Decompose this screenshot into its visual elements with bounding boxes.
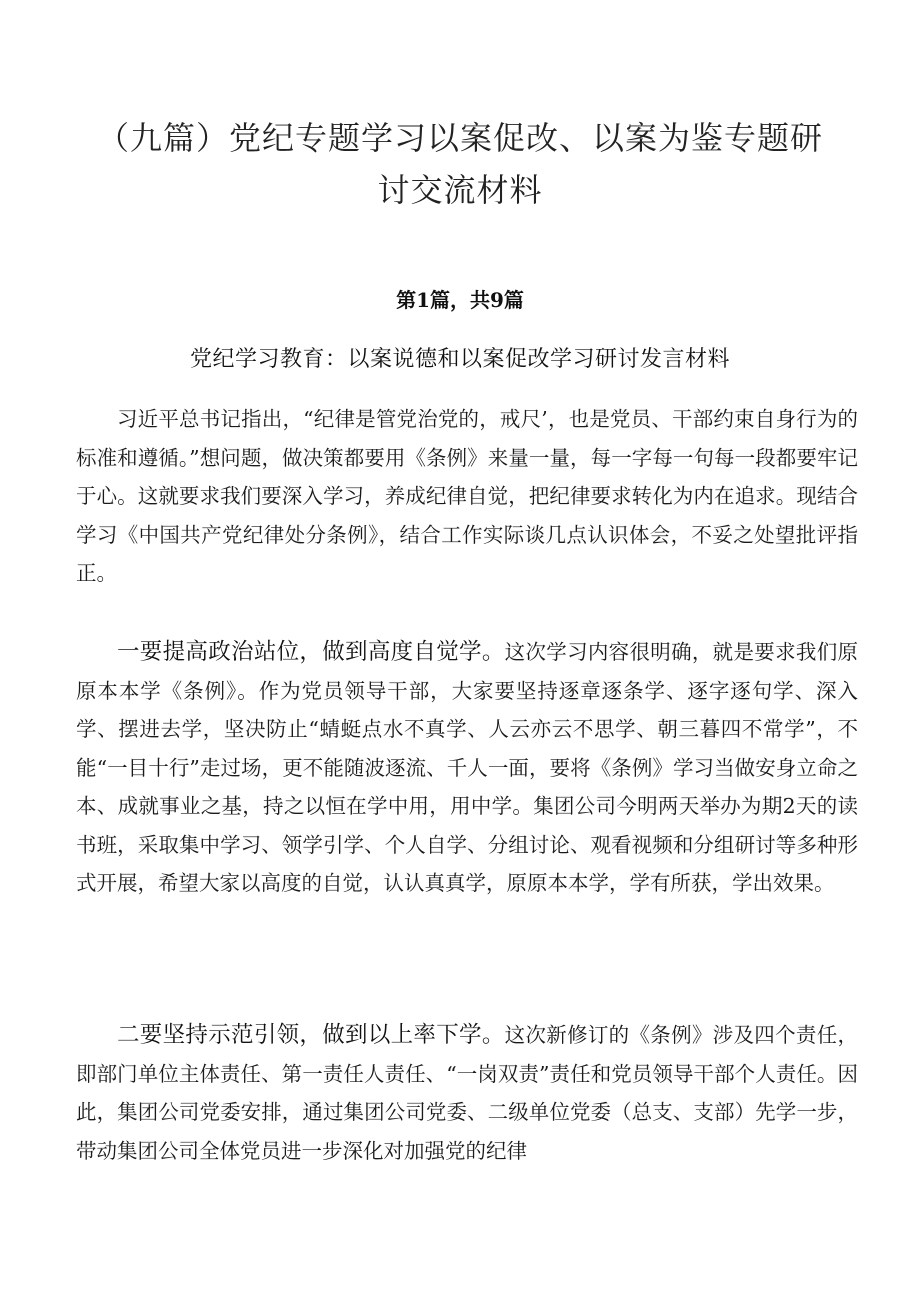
document-title — [60, 112, 860, 216]
part-label: 第1篇，共9篇 — [396, 288, 524, 312]
paragraph-body: 这次新修订的《条例》涉及四个责任，即部门单位主体责任、第一责任人责任、“一岗双责”责任和党员领导干部个人责任。因此，集团公司党委安排，通过集团公司党委、二级单位党委（总支、支部）先学一步，带动集团公司全体党员进一步深化对加强党的纪律 — [76, 1023, 858, 1163]
paragraph-intro — [76, 400, 858, 593]
section-title: 党纪学习教育：以案说德和以案促改学习研讨发言材料 — [189, 347, 730, 372]
paragraph-body: 习近平总书记指出，“纪律是管党治党的，戒尺’，也是党员、干部约束自身行为的标准和遵循。”想问题，做决策都要用《条例》来量一量，每一字每一句每一段都要牢记于心。这就要求我们要深入学习，养成纪律自觉，把纪律要求转化为内在追求。现结合学习《中国共产党纪律处分条例》，结合工作实际谈几点认识体会，不妥之处望批评指正。 — [76, 407, 858, 585]
document-title-line-2: 讨交流材料 — [377, 171, 543, 209]
document-title-line-1: （九篇）党纪专题学习以案促改、以案为鉴专题研 — [96, 119, 823, 157]
paragraph-lead: 二要坚持示范引领，做到以上率下学。 — [117, 1022, 505, 1048]
paragraph-lead: 一要提高政治站位，做到高度自觉学。 — [117, 639, 505, 665]
paragraph-body: 这次学习内容很明确，就是要求我们原原本本学《条例》。作为党员领导干部，大家要坚持逐章逐条学、逐字逐句学、深入学、摆进去学，坚决防止“蜻蜓点水不真学、人云亦云不思学、朝三暮四不常学”，不能“一目十行”走过场，更不能随波逐流、千人一面，要将《条例》学习当做安身立命之本、成就事业之基，持之以恒在学中用，用中学。集团公司今明两天举办为期2天的读书班，采取集中学习、领学引学、个人自学、分组讨论、观看视频和分组研讨等多种形式开展，希望大家以高度的自觉，认认真真学，原原本本学，学有所获，学出效果。 — [76, 640, 858, 895]
paragraph-point-2 — [76, 1016, 858, 1170]
paragraph-point-1 — [76, 633, 858, 903]
